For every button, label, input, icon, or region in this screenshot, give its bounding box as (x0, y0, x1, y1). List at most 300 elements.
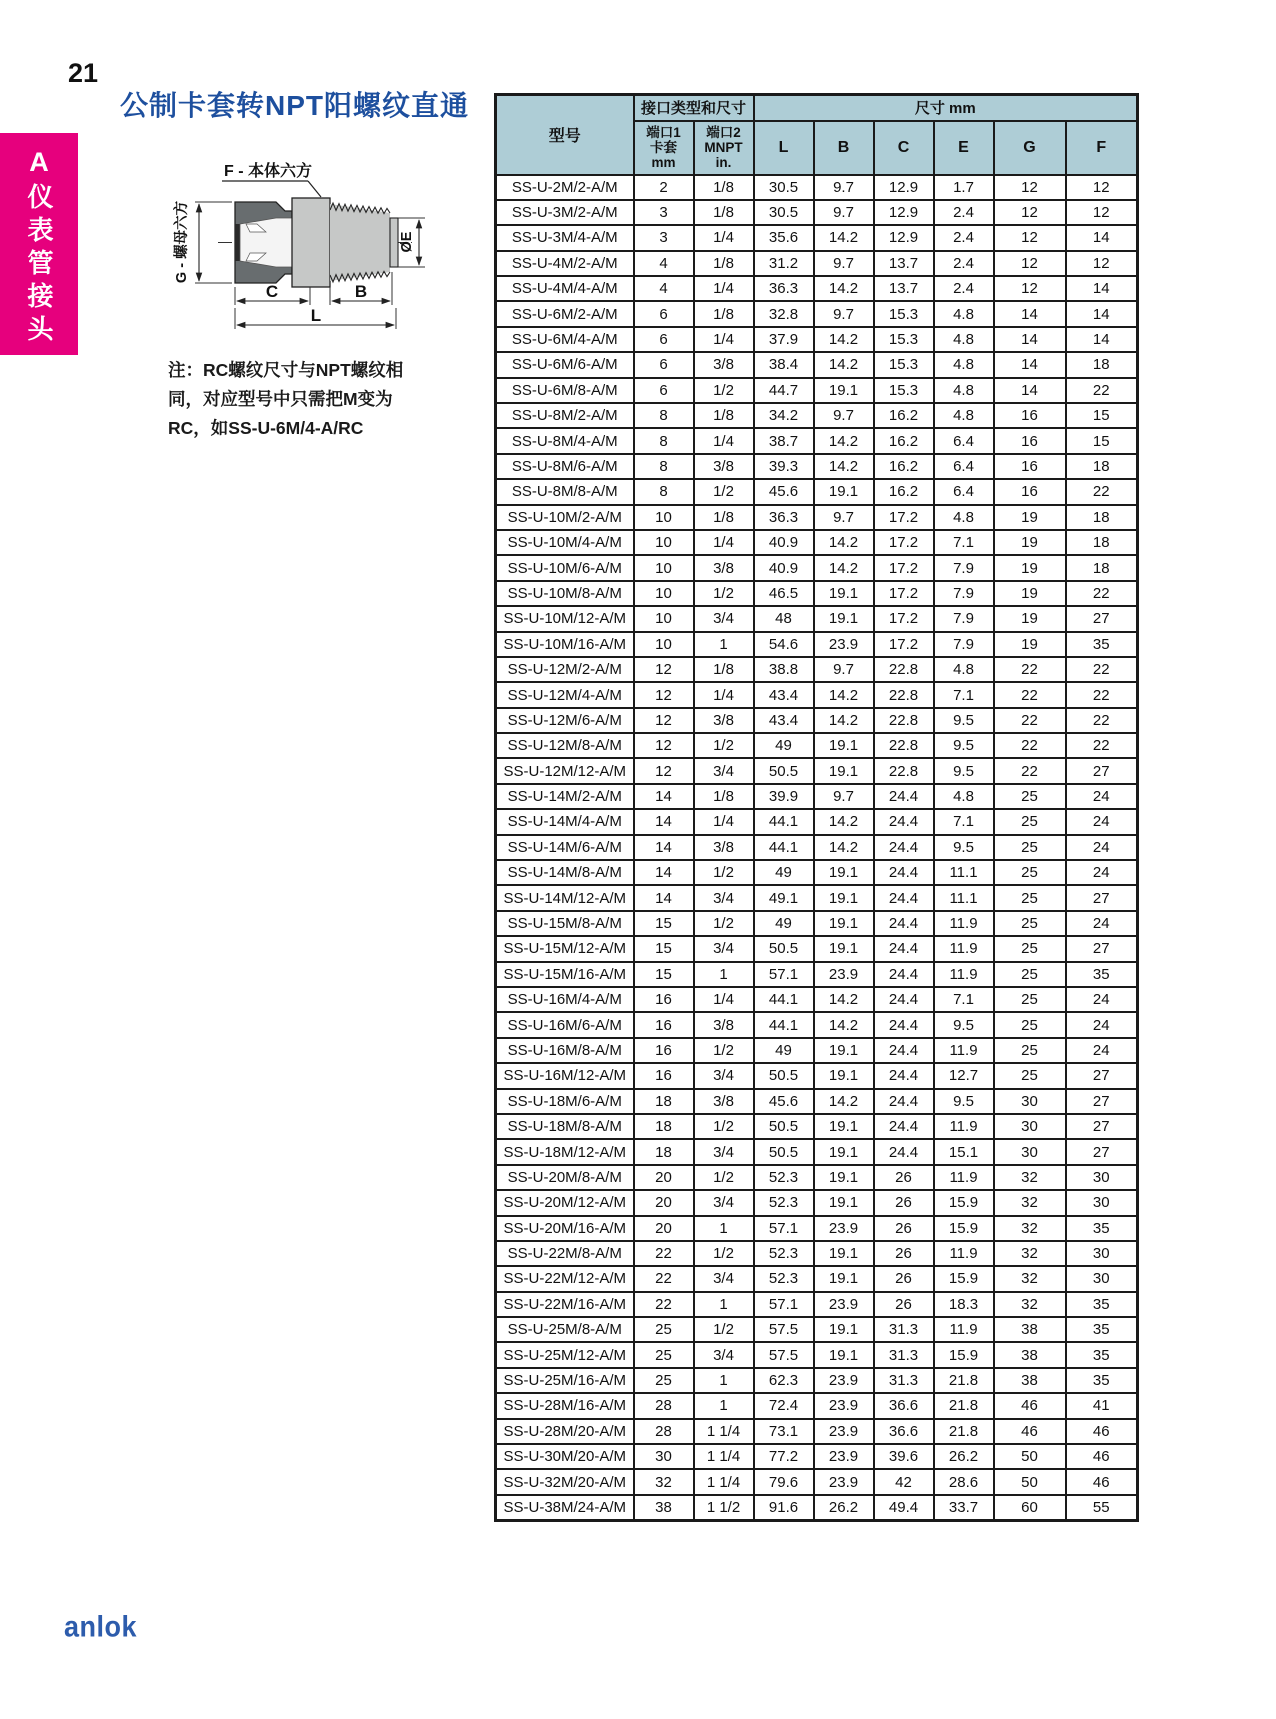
value-cell: 27 (1066, 758, 1138, 783)
model-cell: SS-U-38M/24-A/M (496, 1495, 634, 1520)
value-cell: 15.9 (934, 1190, 994, 1215)
value-cell: 3/8 (694, 555, 754, 580)
value-cell: 14.2 (814, 428, 874, 453)
value-cell: 45.6 (754, 1089, 814, 1114)
value-cell: 30 (634, 1444, 694, 1469)
value-cell: 11.9 (934, 1165, 994, 1190)
model-cell: SS-U-6M/6-A/M (496, 352, 634, 377)
value-cell: 1/4 (694, 225, 754, 250)
model-cell: SS-U-22M/8-A/M (496, 1241, 634, 1266)
value-cell: 22 (1066, 733, 1138, 758)
value-cell: 14.2 (814, 327, 874, 352)
model-cell: SS-U-2M/2-A/M (496, 175, 634, 200)
value-cell: 1/2 (694, 1317, 754, 1342)
model-cell: SS-U-4M/2-A/M (496, 251, 634, 276)
value-cell: 2.4 (934, 251, 994, 276)
table-row (496, 632, 1138, 657)
model-cell: SS-U-6M/4-A/M (496, 327, 634, 352)
value-cell: 2.4 (934, 200, 994, 225)
sidebar-section-tab (0, 133, 78, 355)
model-cell: SS-U-16M/8-A/M (496, 1038, 634, 1063)
value-cell: 4.8 (934, 327, 994, 352)
value-cell: 3/4 (694, 1063, 754, 1088)
value-cell: 12 (994, 251, 1066, 276)
value-cell: 23.9 (814, 1292, 874, 1317)
value-cell: 28.6 (934, 1469, 994, 1494)
value-cell: 3/8 (694, 835, 754, 860)
model-cell: SS-U-12M/4-A/M (496, 682, 634, 707)
value-cell: 1 1/4 (694, 1469, 754, 1494)
table-row (496, 682, 1138, 707)
value-cell: 16 (994, 403, 1066, 428)
value-cell: 9.5 (934, 758, 994, 783)
value-cell: 12.9 (874, 175, 934, 200)
model-cell: SS-U-8M/6-A/M (496, 454, 634, 479)
value-cell: 50.5 (754, 1063, 814, 1088)
value-cell: 15.3 (874, 301, 934, 326)
model-cell: SS-U-30M/20-A/M (496, 1444, 634, 1469)
table-row (496, 403, 1138, 428)
value-cell: 52.3 (754, 1266, 814, 1291)
value-cell: 14.2 (814, 1012, 874, 1037)
column-group-dimensions: 尺寸 mm (754, 95, 1138, 121)
value-cell: 25 (994, 835, 1066, 860)
value-cell: 6 (634, 378, 694, 403)
value-cell: 24 (1066, 1012, 1138, 1037)
anlok-logo: anlok (64, 1610, 138, 1644)
value-cell: 1.7 (934, 175, 994, 200)
value-cell: 22 (634, 1241, 694, 1266)
value-cell: 2.4 (934, 276, 994, 301)
value-cell: 32 (994, 1241, 1066, 1266)
spec-table (494, 93, 1139, 1522)
value-cell: 44.1 (754, 835, 814, 860)
value-cell: 49.4 (874, 1495, 934, 1520)
value-cell: 1/2 (694, 581, 754, 606)
value-cell: 25 (994, 911, 1066, 936)
table-row (496, 987, 1138, 1012)
diagram-label-g: G - 螺母六方 (174, 200, 190, 284)
diagram-label-f: F - 本体六方 (224, 163, 312, 180)
value-cell: 1/2 (694, 1241, 754, 1266)
value-cell: 11.9 (934, 1114, 994, 1139)
value-cell: 46 (1066, 1444, 1138, 1469)
column-header-port2 (694, 121, 754, 175)
value-cell: 38 (994, 1317, 1066, 1342)
value-cell: 6 (634, 327, 694, 352)
value-cell: 43.4 (754, 708, 814, 733)
table-row (496, 530, 1138, 555)
value-cell: 19.1 (814, 1266, 874, 1291)
value-cell: 3 (634, 200, 694, 225)
value-cell: 17.2 (874, 530, 934, 555)
value-cell: 49 (754, 860, 814, 885)
value-cell: 32 (994, 1266, 1066, 1291)
value-cell: 14.2 (814, 1089, 874, 1114)
model-cell: SS-U-16M/6-A/M (496, 1012, 634, 1037)
value-cell: 11.1 (934, 860, 994, 885)
table-row (496, 505, 1138, 530)
value-cell: 14 (1066, 301, 1138, 326)
model-cell: SS-U-15M/8-A/M (496, 911, 634, 936)
table-row (496, 479, 1138, 504)
table-row (496, 1216, 1138, 1241)
value-cell: 26.2 (814, 1495, 874, 1520)
table-row (496, 175, 1138, 200)
value-cell: 3/4 (694, 1190, 754, 1215)
value-cell: 12 (1066, 200, 1138, 225)
value-cell: 32 (634, 1469, 694, 1494)
value-cell: 1/8 (694, 403, 754, 428)
table-row (496, 251, 1138, 276)
value-cell: 7.1 (934, 987, 994, 1012)
port2-line: MNPT (704, 140, 743, 155)
value-cell: 22.8 (874, 733, 934, 758)
value-cell: 10 (634, 505, 694, 530)
value-cell: 11.9 (934, 962, 994, 987)
value-cell: 50.5 (754, 758, 814, 783)
value-cell: 1/8 (694, 784, 754, 809)
value-cell: 31.2 (754, 251, 814, 276)
value-cell: 24.4 (874, 809, 934, 834)
value-cell: 7.9 (934, 581, 994, 606)
value-cell: 15.3 (874, 378, 934, 403)
value-cell: 26 (874, 1216, 934, 1241)
value-cell: 9.5 (934, 708, 994, 733)
value-cell: 26 (874, 1165, 934, 1190)
value-cell: 10 (634, 606, 694, 631)
value-cell: 9.7 (814, 301, 874, 326)
value-cell: 14 (1066, 327, 1138, 352)
model-cell: SS-U-10M/16-A/M (496, 632, 634, 657)
value-cell: 24.4 (874, 987, 934, 1012)
table-row (496, 1165, 1138, 1190)
value-cell: 4.8 (934, 403, 994, 428)
value-cell: 2 (634, 175, 694, 200)
value-cell: 39.3 (754, 454, 814, 479)
value-cell: 15 (1066, 403, 1138, 428)
value-cell: 24 (1066, 860, 1138, 885)
value-cell: 3/8 (694, 352, 754, 377)
value-cell: 12 (994, 175, 1066, 200)
table-row (496, 1190, 1138, 1215)
table-row (496, 1419, 1138, 1444)
value-cell: 8 (634, 428, 694, 453)
value-cell: 16 (994, 454, 1066, 479)
value-cell: 12 (994, 225, 1066, 250)
table-row (496, 555, 1138, 580)
model-cell: SS-U-8M/8-A/M (496, 479, 634, 504)
value-cell: 45.6 (754, 479, 814, 504)
value-cell: 27 (1066, 1114, 1138, 1139)
value-cell: 1/4 (694, 327, 754, 352)
value-cell: 25 (634, 1368, 694, 1393)
value-cell: 3/4 (694, 1266, 754, 1291)
model-cell: SS-U-14M/2-A/M (496, 784, 634, 809)
value-cell: 35 (1066, 1368, 1138, 1393)
value-cell: 3/8 (694, 708, 754, 733)
value-cell: 50 (994, 1444, 1066, 1469)
value-cell: 19.1 (814, 1139, 874, 1164)
value-cell: 26 (874, 1241, 934, 1266)
value-cell: 22 (1066, 479, 1138, 504)
value-cell: 18 (634, 1139, 694, 1164)
value-cell: 12 (994, 276, 1066, 301)
value-cell: 1/4 (694, 530, 754, 555)
value-cell: 19.1 (814, 1317, 874, 1342)
column-header-dim-l: L (754, 121, 814, 175)
value-cell: 19.1 (814, 1241, 874, 1266)
value-cell: 18 (1066, 555, 1138, 580)
table-row (496, 327, 1138, 352)
table-row (496, 1114, 1138, 1139)
value-cell: 34.2 (754, 403, 814, 428)
value-cell: 1/2 (694, 378, 754, 403)
value-cell: 7.1 (934, 530, 994, 555)
value-cell: 38.8 (754, 657, 814, 682)
value-cell: 27 (1066, 1139, 1138, 1164)
value-cell: 40.9 (754, 555, 814, 580)
value-cell: 22 (994, 733, 1066, 758)
value-cell: 23.9 (814, 1419, 874, 1444)
value-cell: 12 (1066, 251, 1138, 276)
table-row (496, 1063, 1138, 1088)
table-row (496, 758, 1138, 783)
model-cell: SS-U-3M/4-A/M (496, 225, 634, 250)
value-cell: 6.4 (934, 479, 994, 504)
note-line: RC，如SS-U-6M/4-A/RC (168, 418, 364, 438)
value-cell: 24.4 (874, 911, 934, 936)
model-cell: SS-U-18M/12-A/M (496, 1139, 634, 1164)
value-cell: 22 (994, 682, 1066, 707)
value-cell: 14 (1066, 225, 1138, 250)
value-cell: 1/4 (694, 428, 754, 453)
value-cell: 17.2 (874, 606, 934, 631)
value-cell: 35.6 (754, 225, 814, 250)
value-cell: 19.1 (814, 1038, 874, 1063)
value-cell: 44.1 (754, 1012, 814, 1037)
value-cell: 24.4 (874, 784, 934, 809)
value-cell: 11.9 (934, 911, 994, 936)
value-cell: 26.2 (934, 1444, 994, 1469)
table-row (496, 1342, 1138, 1367)
column-header-dim-f: F (1066, 121, 1138, 175)
value-cell: 24 (1066, 835, 1138, 860)
value-cell: 24 (1066, 1038, 1138, 1063)
value-cell: 14 (634, 885, 694, 910)
table-row (496, 1495, 1138, 1520)
column-header-model: 型号 (496, 95, 634, 175)
value-cell: 22.8 (874, 682, 934, 707)
value-cell: 12 (994, 200, 1066, 225)
value-cell: 14.2 (814, 708, 874, 733)
value-cell: 50.5 (754, 936, 814, 961)
value-cell: 14 (994, 378, 1066, 403)
value-cell: 14 (1066, 276, 1138, 301)
value-cell: 22 (1066, 378, 1138, 403)
value-cell: 23.9 (814, 1216, 874, 1241)
value-cell: 16.2 (874, 428, 934, 453)
value-cell: 1/8 (694, 251, 754, 276)
value-cell: 9.7 (814, 657, 874, 682)
value-cell: 37.9 (754, 327, 814, 352)
value-cell: 39.9 (754, 784, 814, 809)
value-cell: 19.1 (814, 885, 874, 910)
value-cell: 28 (634, 1393, 694, 1418)
value-cell: 24.4 (874, 1063, 934, 1088)
table-row (496, 1241, 1138, 1266)
value-cell: 23.9 (814, 632, 874, 657)
value-cell: 15.9 (934, 1216, 994, 1241)
value-cell: 33.7 (934, 1495, 994, 1520)
value-cell: 46 (994, 1393, 1066, 1418)
value-cell: 24.4 (874, 1089, 934, 1114)
value-cell: 7.9 (934, 632, 994, 657)
value-cell: 14.2 (814, 352, 874, 377)
value-cell: 10 (634, 632, 694, 657)
diagram-label-c: C (265, 282, 279, 301)
value-cell: 35 (1066, 632, 1138, 657)
value-cell: 7.9 (934, 606, 994, 631)
value-cell: 16 (994, 428, 1066, 453)
value-cell: 23.9 (814, 962, 874, 987)
value-cell: 19 (994, 505, 1066, 530)
value-cell: 22 (1066, 657, 1138, 682)
value-cell: 9.7 (814, 784, 874, 809)
table-row (496, 225, 1138, 250)
value-cell: 46 (994, 1419, 1066, 1444)
model-cell: SS-U-10M/8-A/M (496, 581, 634, 606)
value-cell: 9.5 (934, 1012, 994, 1037)
value-cell: 25 (994, 962, 1066, 987)
value-cell: 30 (1066, 1165, 1138, 1190)
value-cell: 15.9 (934, 1266, 994, 1291)
value-cell: 1 (694, 962, 754, 987)
model-cell: SS-U-10M/12-A/M (496, 606, 634, 631)
model-cell: SS-U-10M/2-A/M (496, 505, 634, 530)
value-cell: 22.8 (874, 758, 934, 783)
value-cell: 21.8 (934, 1368, 994, 1393)
value-cell: 21.8 (934, 1419, 994, 1444)
value-cell: 1/4 (694, 682, 754, 707)
port1-line: mm (651, 155, 676, 170)
value-cell: 38.7 (754, 428, 814, 453)
column-header-dim-g: G (994, 121, 1066, 175)
value-cell: 3/8 (694, 1012, 754, 1037)
value-cell: 10 (634, 555, 694, 580)
value-cell: 91.6 (754, 1495, 814, 1520)
value-cell: 1/2 (694, 1038, 754, 1063)
value-cell: 16 (994, 479, 1066, 504)
table-row (496, 1317, 1138, 1342)
table-row (496, 1292, 1138, 1317)
value-cell: 17.2 (874, 632, 934, 657)
value-cell: 4.8 (934, 301, 994, 326)
value-cell: 27 (1066, 885, 1138, 910)
value-cell: 42 (874, 1469, 934, 1494)
value-cell: 25 (634, 1342, 694, 1367)
table-row (496, 936, 1138, 961)
value-cell: 49 (754, 911, 814, 936)
value-cell: 1/2 (694, 733, 754, 758)
value-cell: 24 (1066, 987, 1138, 1012)
diagram-label-e: ØE (399, 231, 415, 253)
value-cell: 25 (994, 1063, 1066, 1088)
value-cell: 25 (994, 885, 1066, 910)
value-cell: 11.9 (934, 1317, 994, 1342)
value-cell: 19.1 (814, 1190, 874, 1215)
value-cell: 9.7 (814, 505, 874, 530)
value-cell: 62.3 (754, 1368, 814, 1393)
value-cell: 24.4 (874, 885, 934, 910)
value-cell: 46 (1066, 1419, 1138, 1444)
value-cell: 20 (634, 1216, 694, 1241)
value-cell: 19.1 (814, 378, 874, 403)
value-cell: 22.8 (874, 657, 934, 682)
value-cell: 22 (634, 1292, 694, 1317)
model-cell: SS-U-6M/8-A/M (496, 378, 634, 403)
value-cell: 1/8 (694, 505, 754, 530)
value-cell: 32.8 (754, 301, 814, 326)
value-cell: 24.4 (874, 936, 934, 961)
value-cell: 19 (994, 581, 1066, 606)
value-cell: 11.9 (934, 1038, 994, 1063)
column-header-dim-c: C (874, 121, 934, 175)
value-cell: 16 (634, 1012, 694, 1037)
value-cell: 49 (754, 733, 814, 758)
value-cell: 50 (994, 1469, 1066, 1494)
value-cell: 8 (634, 403, 694, 428)
value-cell: 19 (994, 606, 1066, 631)
model-cell: SS-U-28M/16-A/M (496, 1393, 634, 1418)
value-cell: 1 (694, 632, 754, 657)
value-cell: 49.1 (754, 885, 814, 910)
value-cell: 25 (994, 784, 1066, 809)
value-cell: 18 (634, 1089, 694, 1114)
value-cell: 3/4 (694, 1342, 754, 1367)
model-cell: SS-U-14M/6-A/M (496, 835, 634, 860)
value-cell: 32 (994, 1190, 1066, 1215)
value-cell: 17.2 (874, 505, 934, 530)
value-cell: 15 (634, 962, 694, 987)
value-cell: 14 (994, 327, 1066, 352)
diagram-thread-envelope (330, 204, 398, 281)
value-cell: 57.5 (754, 1342, 814, 1367)
value-cell: 26 (874, 1190, 934, 1215)
value-cell: 36.3 (754, 276, 814, 301)
value-cell: 19.1 (814, 479, 874, 504)
value-cell: 23.9 (814, 1469, 874, 1494)
spec-table-head (496, 95, 1138, 175)
model-cell: SS-U-12M/8-A/M (496, 733, 634, 758)
column-header-dim-b: B (814, 121, 874, 175)
value-cell: 25 (994, 1012, 1066, 1037)
model-cell: SS-U-14M/4-A/M (496, 809, 634, 834)
section-label: 仪表管接头 (24, 183, 54, 348)
value-cell: 8 (634, 454, 694, 479)
value-cell: 19.1 (814, 1165, 874, 1190)
value-cell: 14 (634, 860, 694, 885)
value-cell: 1 (694, 1368, 754, 1393)
value-cell: 35 (1066, 1317, 1138, 1342)
value-cell: 18 (634, 1114, 694, 1139)
table-row (496, 911, 1138, 936)
value-cell: 9.5 (934, 835, 994, 860)
value-cell: 52.3 (754, 1190, 814, 1215)
value-cell: 19.1 (814, 1063, 874, 1088)
value-cell: 52.3 (754, 1165, 814, 1190)
table-row (496, 276, 1138, 301)
